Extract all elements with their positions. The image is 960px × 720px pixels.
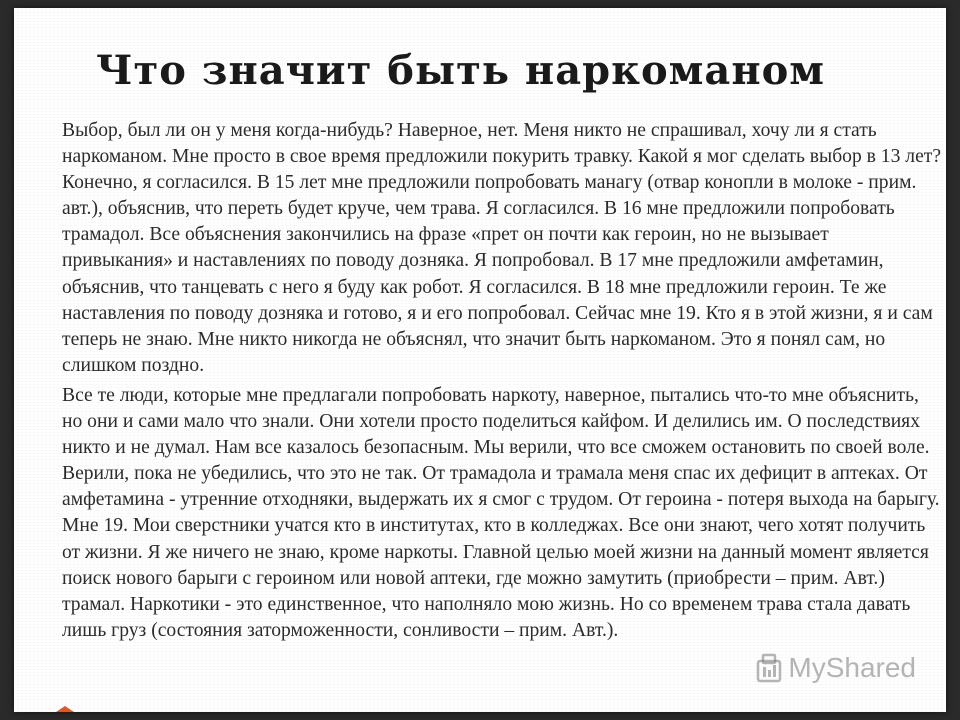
slide-title: Что значит быть наркоманом (96, 47, 826, 94)
myshared-logo-icon (756, 653, 782, 683)
paragraph-1: Выбор, был ли он у меня когда-нибудь? Наверное, нет. Меня никто не спрашивал, хочу ли я стать наркоманом. Мне просто в свое время предложили покурить травку. Какой я мог сделать выбор в 13 лет? Конечно, я согласился. В 15 лет мне предложили попробовать манагу (отвар конопли в молоке - прим. авт.), объяснив, что переть будет круче, чем трава. Я согласился. В 16 мне предложили попробовать трамадол. Все объяснения закончились на фразе «прет он почти как героин, но не вызывает привыкания» и наставлениях по поводу дозняка. Я попробовал. В 17 мне предложили амфетамин, объяснив, что танцевать с него я буду как робот. Я согласился. В 18 мне предложили героин. Те же наставления по поводу дозняка и готово, я и его попробовал. Сейчас мне 19. Кто я в этой жизни, я и сам теперь не знаю. Мне никто никогда не объяснял, что значит быть наркоманом. Это я понял сам, но слишком поздно. (62, 120, 942, 376)
watermark (756, 652, 916, 684)
paragraph-2: Все те люди, которые мне предлагали попробовать наркоту, наверное, пытались что-то мне объяснить, но они и сами мало что знали. Они хотели просто поделиться кайфом. И делились им. О последствиях никто и не думал. Нам все казалось безопасным. Мы верили, что все сможем остановить по своей воле. Верили, пока не убедились, что это не так. От трамадола и трамала меня спас их дефицит в аптеках. От амфетамина - утренние отходняки, выдержать их я смог с трудом. От героина - потеря выхода на барыгу. Мне 19. Мои сверстники учатся кто в институтах, кто в колледжах. Все они знают, чего хотят получить от жизни. Я же ничего не знаю, кроме наркоты. Главной целью моей жизни на данный момент является поиск нового барыги с героином или новой аптеки, где можно замутить (приобрести – прим. Авт.) трамал. Наркотики - это единственное, что наполняло мою жизнь. Но со временем трава стала давать лишь груз (состояния заторможенности, сонливости – прим. Авт.). (62, 384, 940, 641)
watermark-text: MyShared (788, 652, 916, 683)
slide-corner-accent (56, 706, 74, 712)
slide (14, 8, 946, 712)
slide-body (62, 118, 942, 648)
